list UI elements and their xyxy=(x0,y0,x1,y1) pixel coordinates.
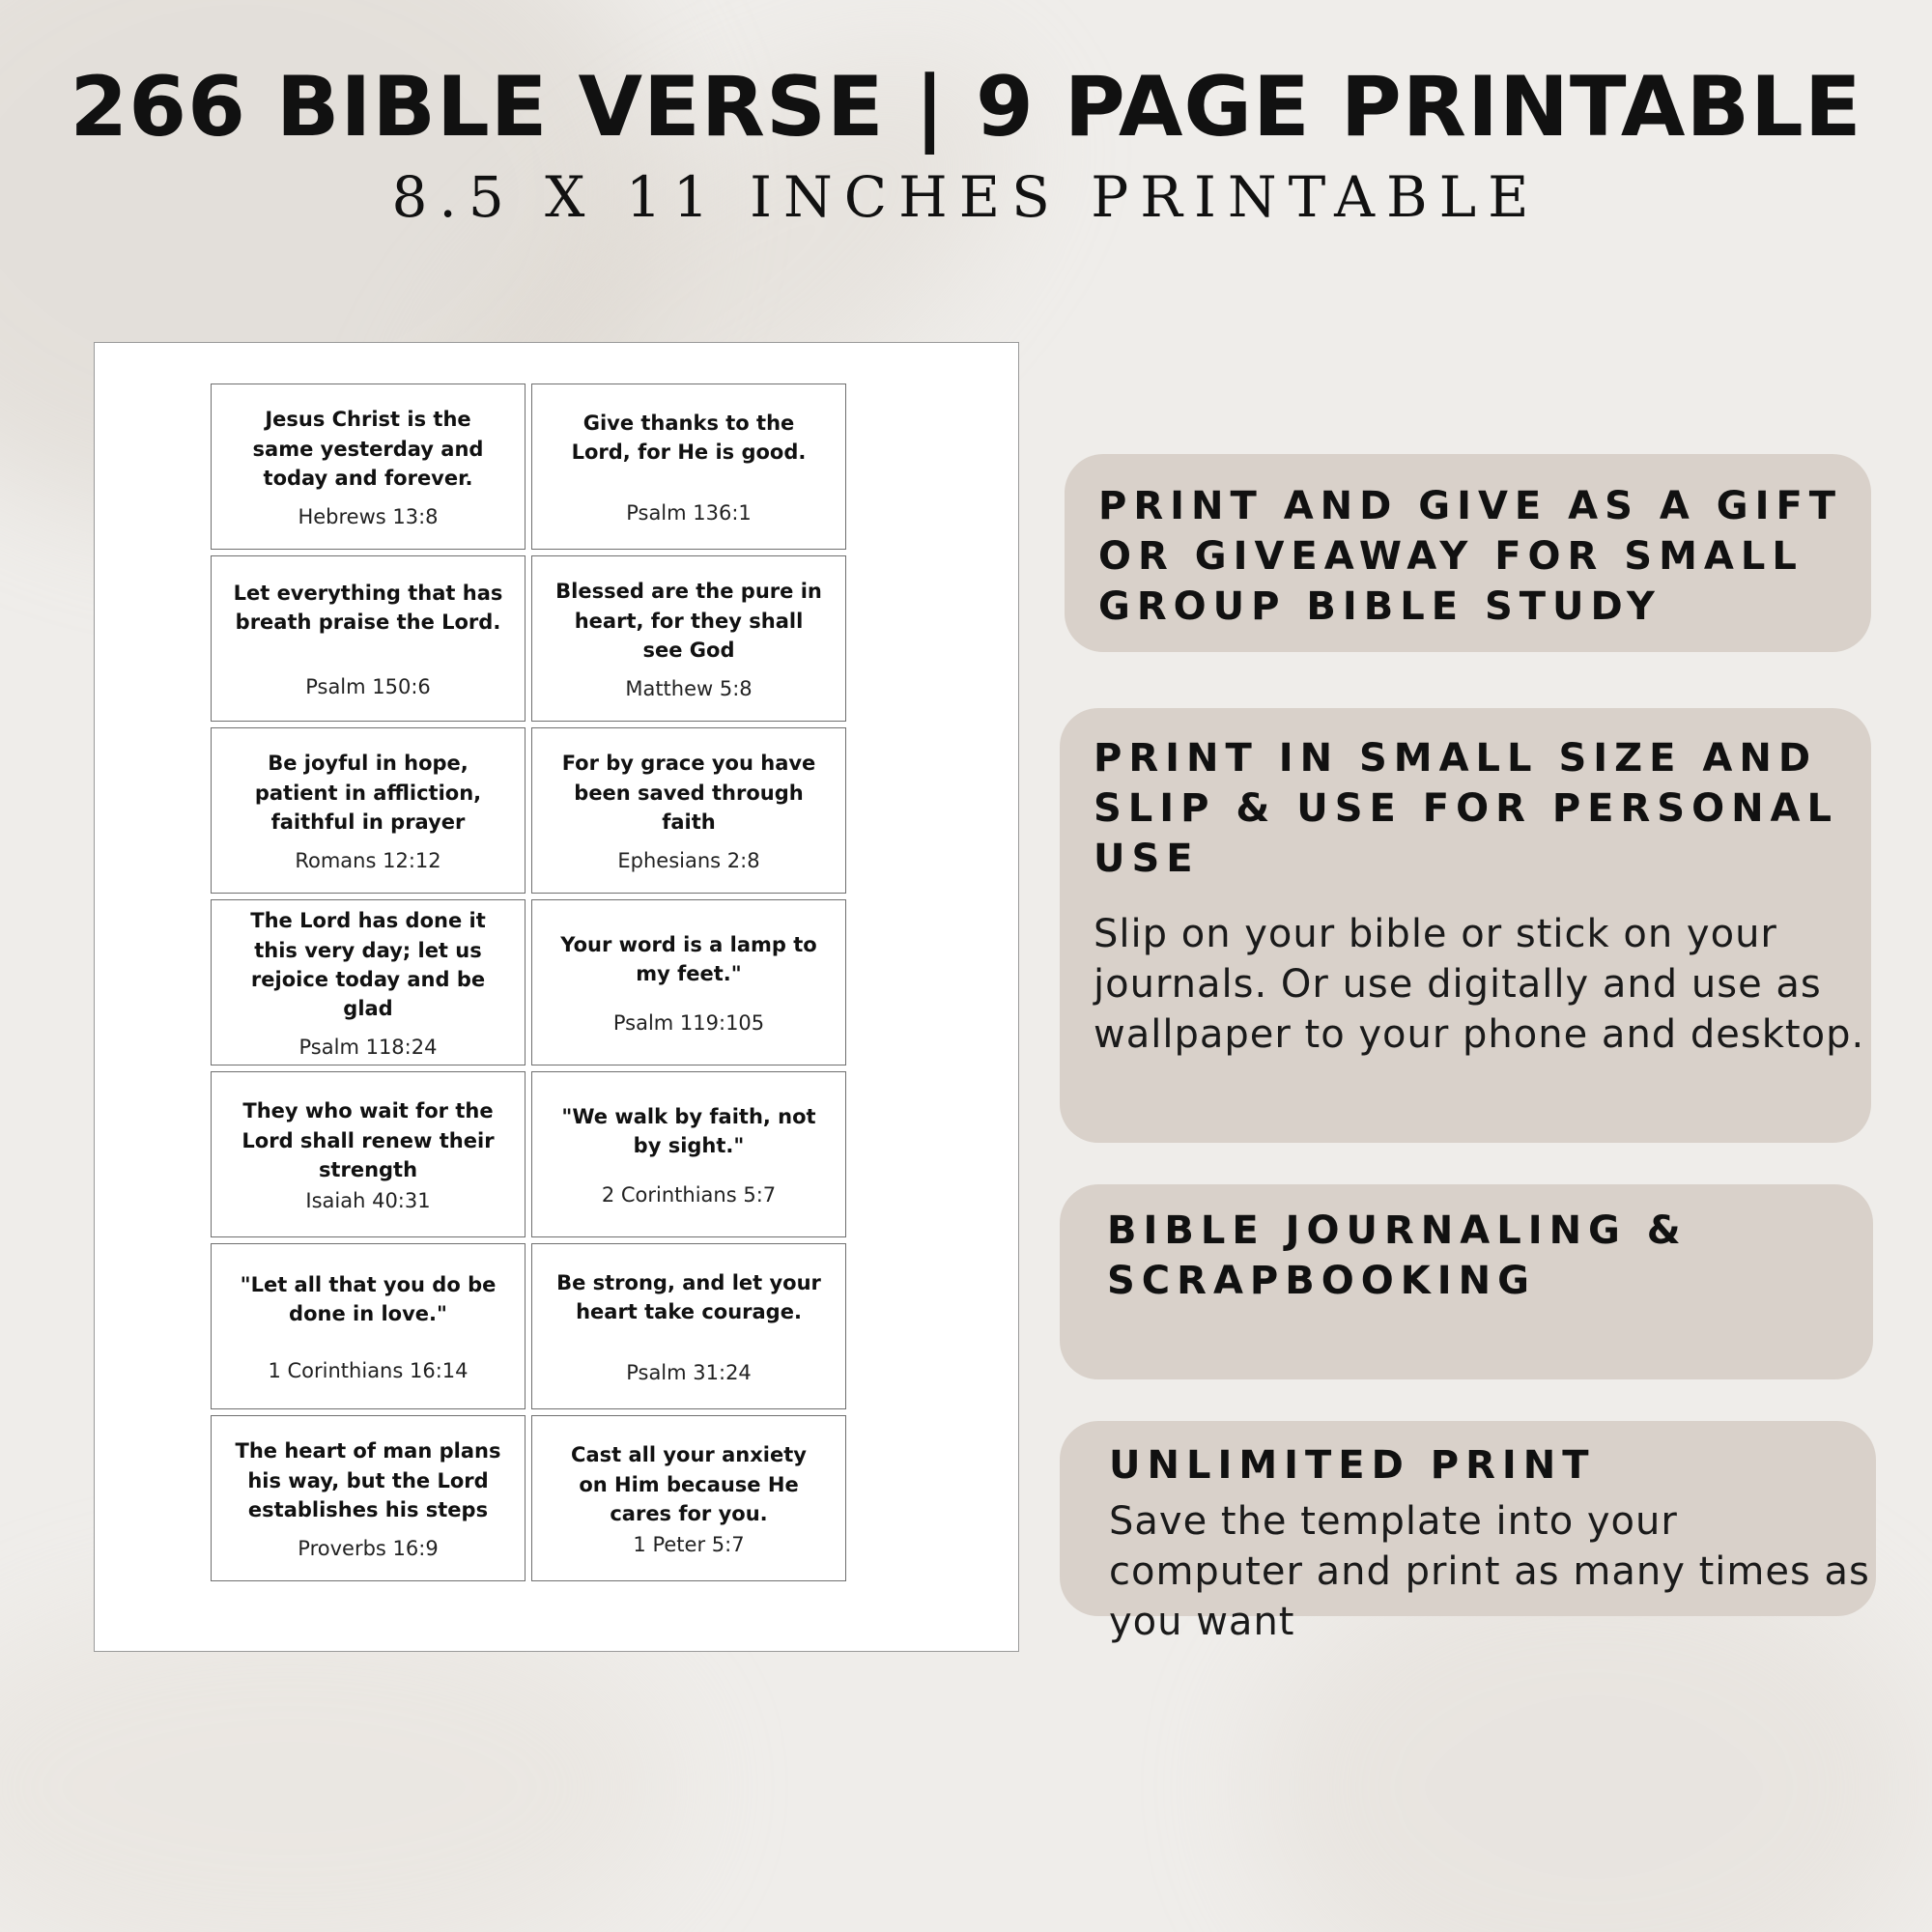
verse-reference: Psalm 118:24 xyxy=(298,1035,438,1059)
verse-reference: Psalm 31:24 xyxy=(626,1361,752,1385)
feature-title: UNLIMITED PRINT xyxy=(1109,1443,1596,1488)
verse-card xyxy=(211,1071,526,1237)
verse-card-grid xyxy=(211,384,846,1581)
verse-text: The Lord has done it this very day; let us rejoice today and be glad xyxy=(250,909,486,1021)
feature-description: Save the template into your computer and print as many times as you want xyxy=(1109,1499,1870,1644)
verse-card xyxy=(211,1243,526,1409)
verse-reference: Romans 12:12 xyxy=(295,848,441,872)
verse-text: "Let all that you do be done in love." xyxy=(240,1272,497,1325)
verse-text: Your word is a lamp to my feet." xyxy=(560,932,817,985)
verse-text: Be strong, and let your heart take courage. xyxy=(556,1270,821,1323)
verse-card xyxy=(531,899,846,1065)
feature-unlimited-print xyxy=(1060,1421,1876,1644)
verse-card xyxy=(531,555,846,722)
verse-reference: Ephesians 2:8 xyxy=(617,848,760,872)
verse-card xyxy=(531,384,846,550)
verse-card xyxy=(531,1243,846,1409)
verse-text: "We walk by faith, not by sight." xyxy=(561,1104,816,1157)
verse-text: Be joyful in hope, patient in affliction, faithful in prayer xyxy=(254,752,482,835)
verse-text: For by grace you have been saved through faith xyxy=(561,752,816,835)
verse-text: Give thanks to the Lord, for He is good. xyxy=(571,411,807,464)
verse-reference: 2 Corinthians 5:7 xyxy=(601,1183,777,1208)
printable-sheet-preview xyxy=(94,342,1019,1652)
verse-reference: Matthew 5:8 xyxy=(625,676,753,700)
verse-card xyxy=(211,899,526,1065)
verse-card xyxy=(211,384,526,550)
verse-reference: Proverbs 16:9 xyxy=(298,1536,439,1560)
verse-card xyxy=(211,1415,526,1581)
page-title: 266 BIBLE VERSE | 9 PAGE PRINTABLE xyxy=(70,59,1862,156)
verse-reference: 1 Corinthians 16:14 xyxy=(268,1359,469,1383)
verse-card xyxy=(211,727,526,894)
verse-reference: 1 Peter 5:7 xyxy=(633,1532,745,1556)
verse-text: Cast all your anxiety on Him because He cares for you. xyxy=(571,1443,807,1526)
verse-reference: Psalm 150:6 xyxy=(305,675,431,699)
feature-title: PRINT AND GIVE AS A GIFT OR GIVEAWAY FOR SMALL GROUP BIBLE STUDY xyxy=(1098,484,1843,629)
verse-text: Blessed are the pure in heart, for they shall see God xyxy=(555,580,822,663)
verse-card xyxy=(531,727,846,894)
verse-text: Let everything that has breath praise the Lord. xyxy=(233,581,503,634)
feature-title: PRINT IN SMALL SIZE AND SLIP & USE FOR PERSONAL USE xyxy=(1094,736,1838,881)
feature-gift-giveaway xyxy=(1065,454,1871,652)
verse-reference: Hebrews 13:8 xyxy=(298,504,439,528)
verse-card xyxy=(531,1071,846,1237)
verse-reference: Psalm 119:105 xyxy=(612,1011,765,1036)
verse-text: The heart of man plans his way, but the Lord establishes his steps xyxy=(235,1439,501,1522)
feature-journaling xyxy=(1060,1184,1873,1379)
verse-reference: Isaiah 40:31 xyxy=(305,1188,431,1212)
feature-personal-use xyxy=(1060,708,1871,1143)
verse-text: Jesus Christ is the same yesterday and today and forever. xyxy=(252,408,484,491)
feature-description: Slip on your bible or stick on your journals. Or use digitally and use as wallpaper to your phone and desktop. xyxy=(1094,912,1865,1057)
page-subtitle: 8.5 X 11 INCHES PRINTABLE xyxy=(391,164,1541,230)
verse-card xyxy=(211,555,526,722)
verse-card xyxy=(531,1415,846,1581)
verse-reference: Psalm 136:1 xyxy=(626,501,752,526)
feature-title: BIBLE JOURNALING & SCRAPBOOKING xyxy=(1107,1208,1688,1303)
verse-text: They who wait for the Lord shall renew their strength xyxy=(242,1099,495,1182)
